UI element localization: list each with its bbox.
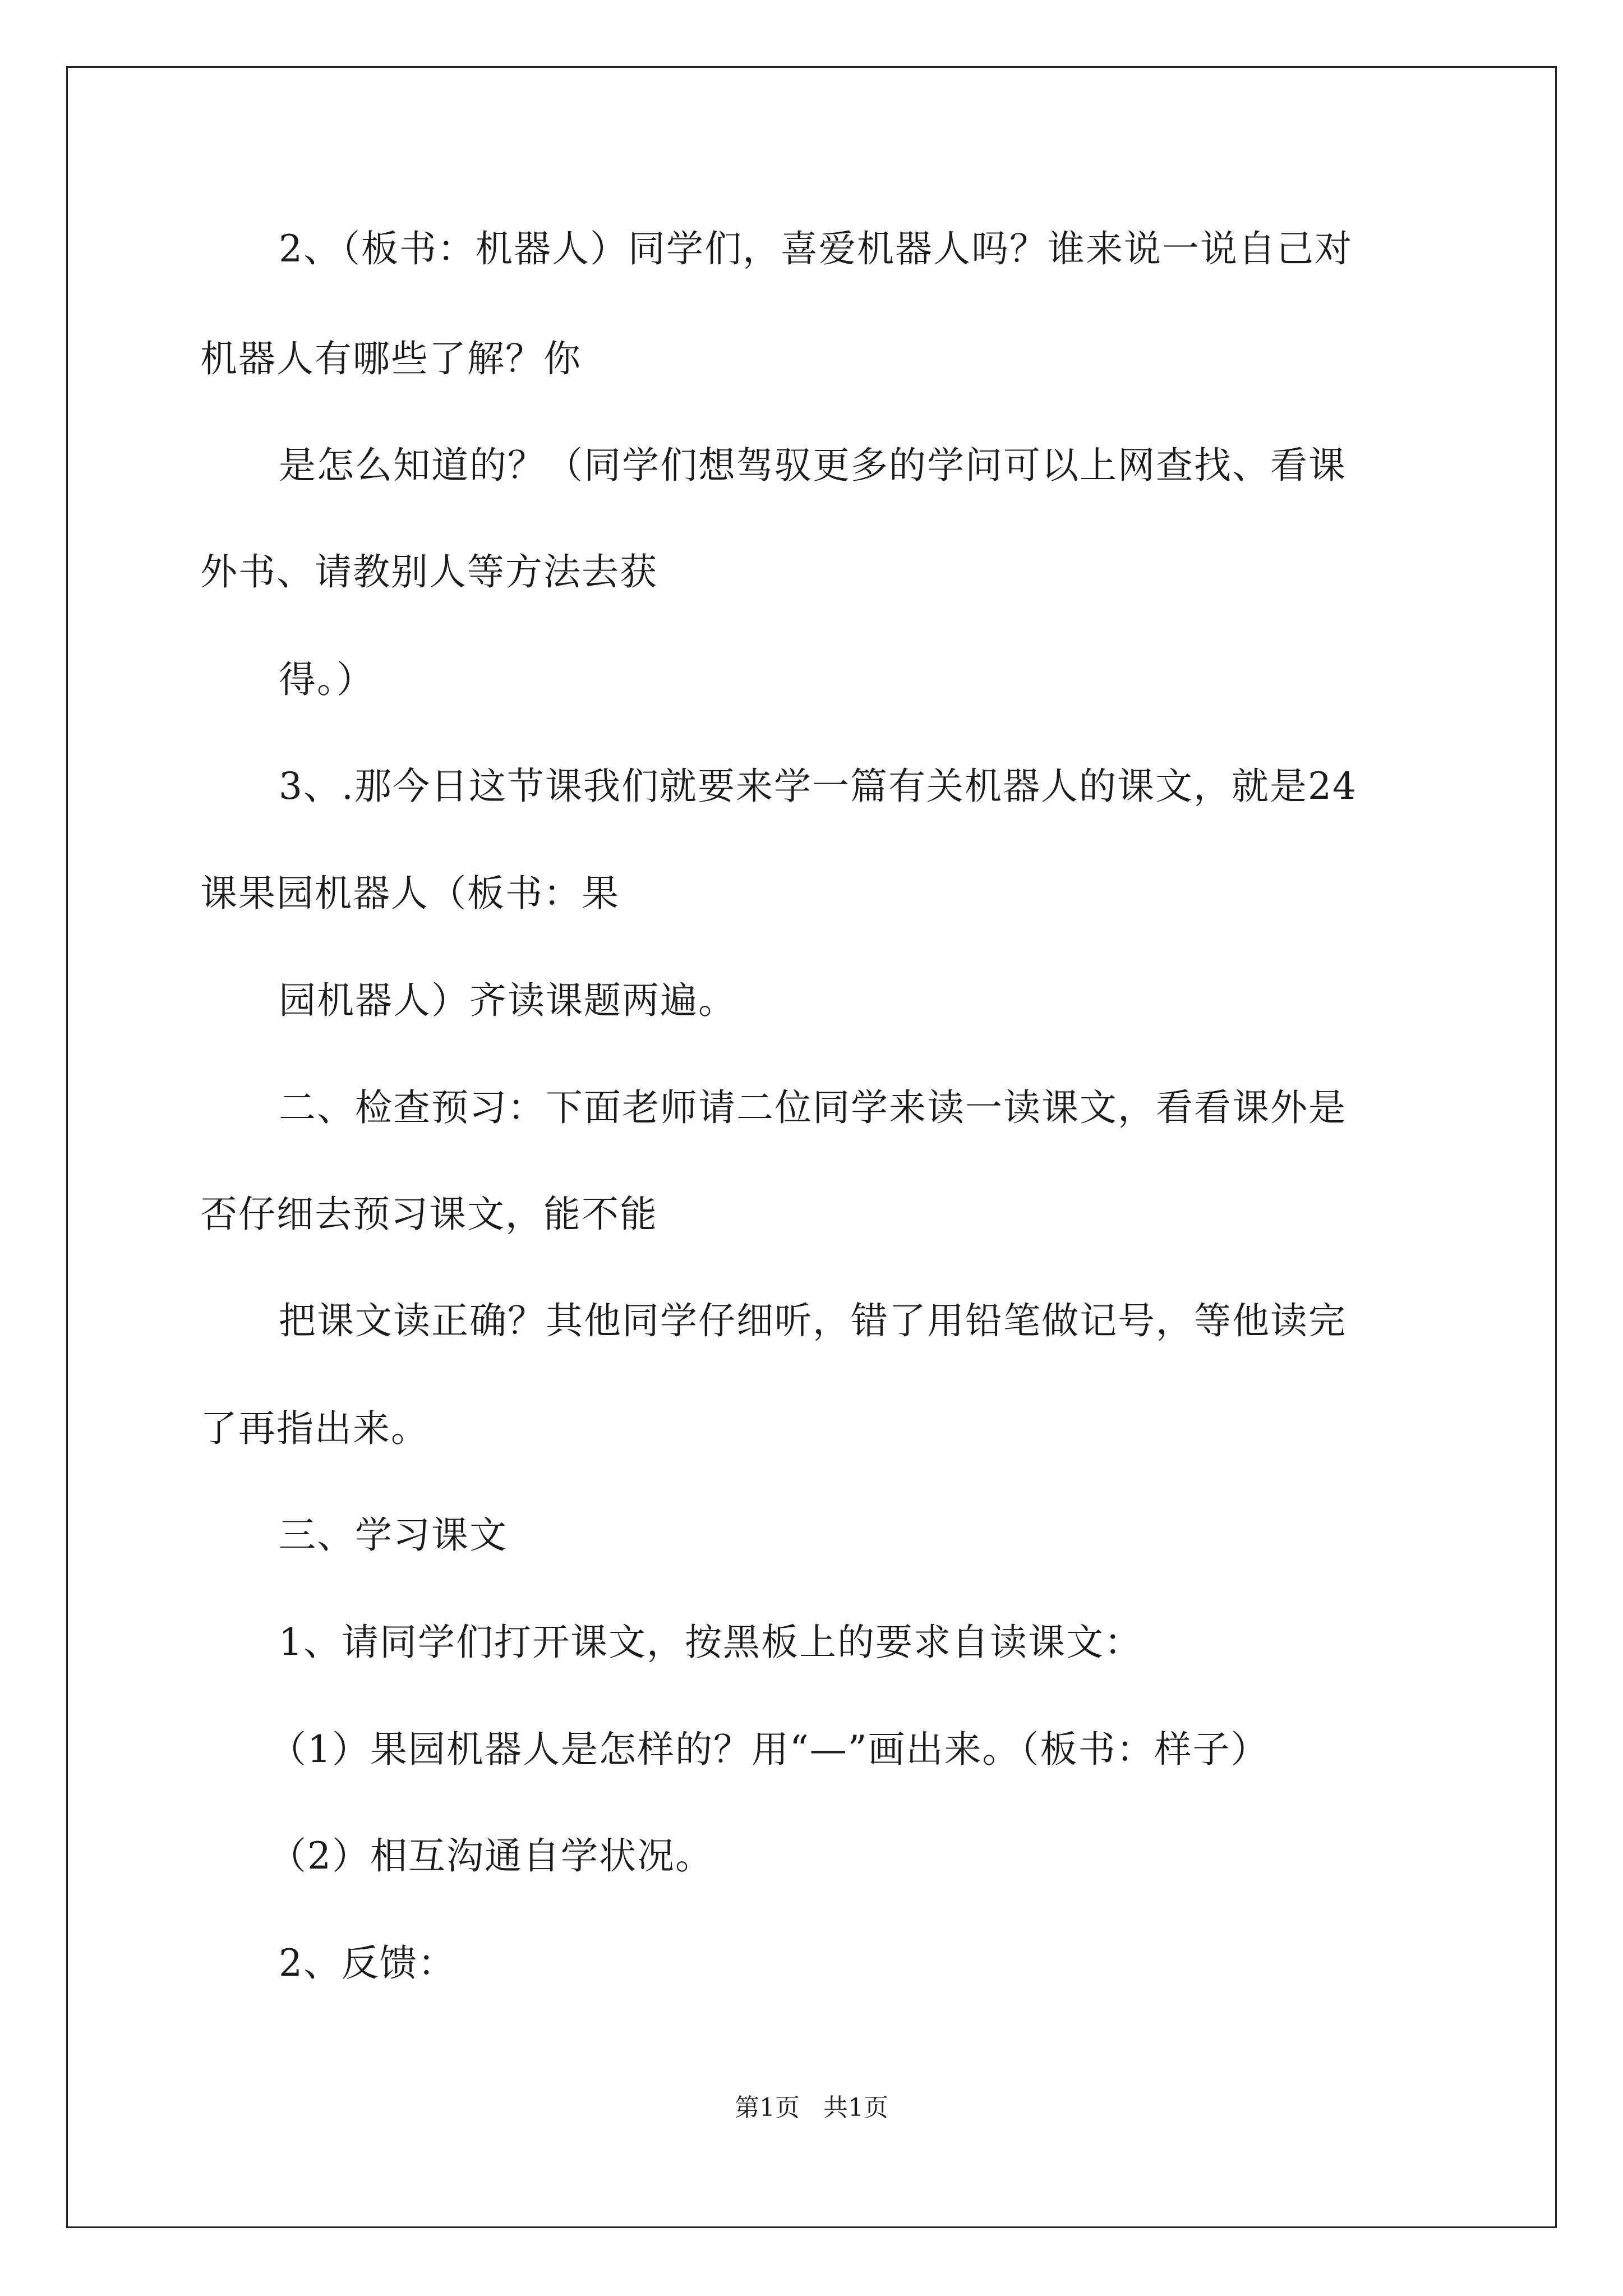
body-line-10: 否仔细去预习课文，能不能 [200, 1193, 658, 1236]
body-line-1: 2、（板书：机器人）同学们，喜爱机器人吗？谁来说一说自己对 [279, 227, 1353, 270]
body-line-15: （1）果园机器人是怎样的？用“—”画出来。（板书：样子） [269, 1728, 1269, 1771]
body-line-2: 机器人有哪些了解？你 [200, 337, 582, 380]
body-line-8: 园机器人）齐读课题两遍。 [279, 979, 736, 1022]
body-line-16: （2）相互沟通自学状况。 [269, 1834, 713, 1878]
body-line-6: 3、.那今日这节课我们就要来学一篇有关机器人的课文，就是24 [279, 765, 1357, 808]
body-line-4: 外书、请教别人等方法去获 [200, 550, 658, 593]
body-line-5: 得。） [279, 658, 375, 701]
body-line-12: 了再指出来。 [200, 1407, 429, 1450]
body-line-11: 把课文读正确？其他同学仔细听，错了用铅笔做记号，等他读完 [279, 1299, 1347, 1342]
page-border [66, 66, 1557, 2228]
body-line-7: 课果园机器人（板书：果 [200, 872, 620, 915]
body-line-14: 1、请同学们打开课文，按黑板上的要求自读课文： [279, 1621, 1142, 1664]
body-line-9: 二、检查预习：下面老师请二位同学来读一读课文，看看课外是 [279, 1086, 1347, 1129]
body-line-13: 三、学习课文 [279, 1513, 508, 1557]
body-line-3: 是怎么知道的？（同学们想驾驭更多的学问可以上网查找、看课 [279, 444, 1347, 487]
body-line-17: 2、反馈： [279, 1941, 456, 1985]
page-number-footer: 第1页 共1页 [735, 2093, 888, 2122]
